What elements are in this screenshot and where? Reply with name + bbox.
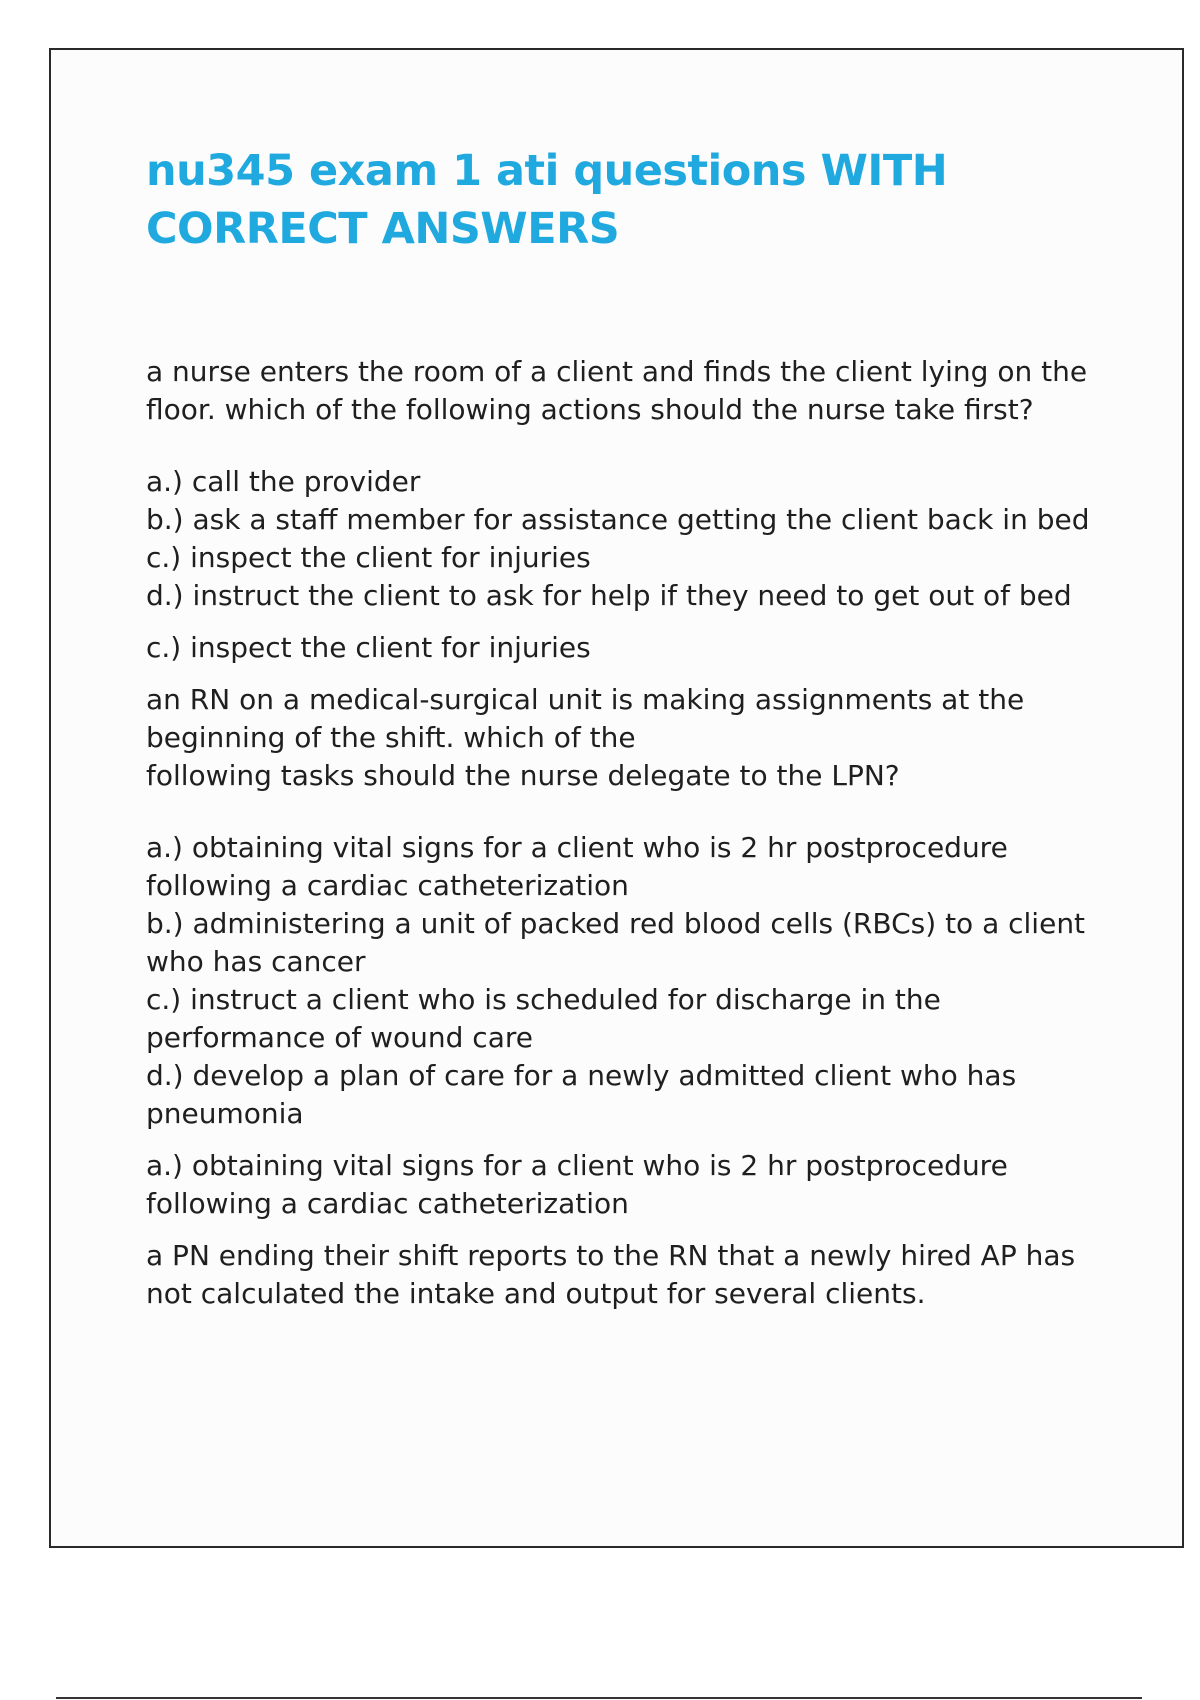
document-body [146, 353, 1106, 1313]
question-text: a nurse enters the room of a client and finds the client lying on the floor. which of the following actions should the nurse take first? [146, 355, 1088, 426]
document-page [49, 48, 1184, 1548]
question-block [146, 353, 1106, 667]
correct-answer: a.) obtaining vital signs for a client who is 2 hr postprocedure following a cardiac catheterization [146, 1149, 1008, 1220]
option-c: c.) instruct a client who is scheduled for discharge in the performance of wound care [146, 983, 941, 1054]
option-d: d.) develop a plan of care for a newly admitted client who has pneumonia [146, 1059, 1017, 1130]
question-text: an RN on a medical-surgical unit is making assignments at the beginning of the shift. which of the following tasks should the nurse delegate to the LPN? [146, 683, 1025, 792]
correct-answer: c.) inspect the client for injuries [146, 631, 591, 664]
answer-options [146, 829, 1106, 1133]
option-b: b.) ask a staff member for assistance getting the client back in bed [146, 503, 1090, 536]
page-divider [56, 1697, 1142, 1699]
document-title: nu345 exam 1 ati questions WITH CORRECT ANSWERS [146, 146, 948, 254]
option-c: c.) inspect the client for injuries [146, 541, 591, 574]
answer-options [146, 463, 1106, 615]
option-a: a.) obtaining vital signs for a client who is 2 hr postprocedure following a cardiac catheterization [146, 831, 1008, 902]
option-b: b.) administering a unit of packed red blood cells (RBCs) to a client who has cancer [146, 907, 1086, 978]
trailing-question-text: a PN ending their shift reports to the RN that a newly hired AP has not calculated the intake and output for several clients. [146, 1239, 1076, 1310]
option-a: a.) call the provider [146, 465, 421, 498]
question-block [146, 681, 1106, 1223]
option-d: d.) instruct the client to ask for help if they need to get out of bed [146, 579, 1072, 612]
